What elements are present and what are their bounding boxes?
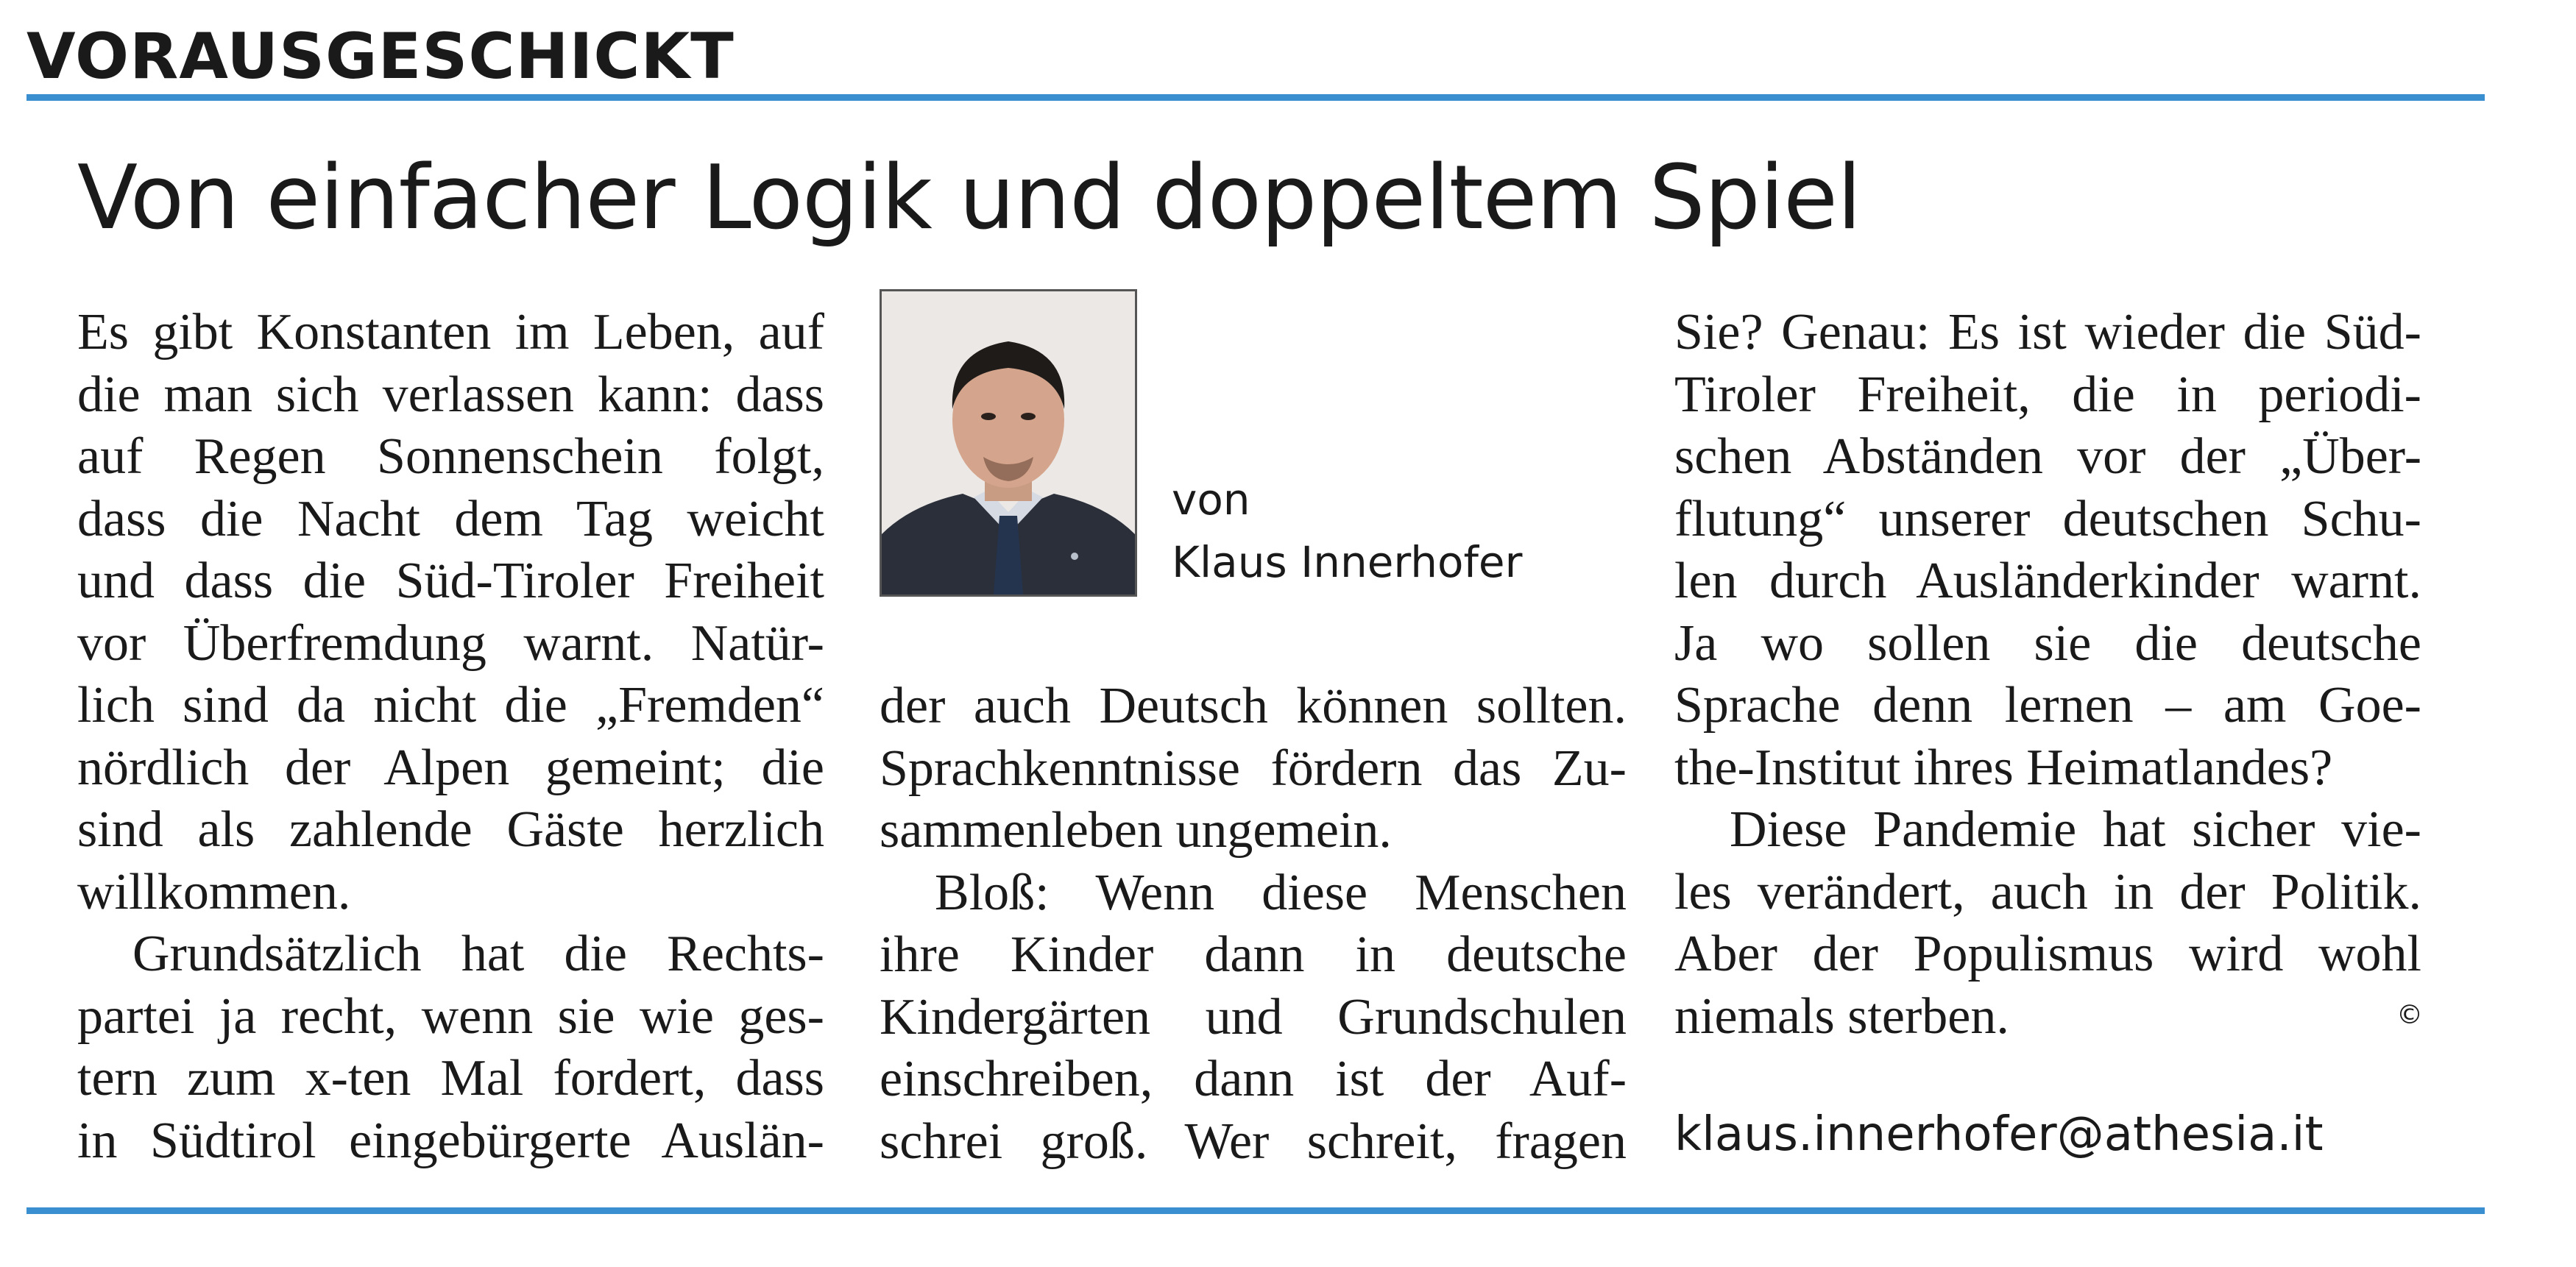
text-line: in Südtirol eingebürgerte Auslän- [77,1112,824,1169]
text-line: sammenleben ungemein. [880,802,1392,859]
byline-author: Klaus Innerhofer [1172,537,1523,587]
text-line: Ja wo sollen sie die deutsche [1674,614,2421,672]
text-line: Aber der Populismus wird wohl [1674,926,2421,982]
article-column-2 [880,675,1627,1173]
text-line: Bloß: Wenn diese Menschen [935,864,1627,921]
headline: Von einfacher Logik und doppeltem Spiel [77,147,1861,249]
text-line: willkommen. [77,863,351,920]
text-line: schrei groß. Wer schreit, fragen [880,1112,1627,1170]
text-line: Sie? Genau: Es ist wieder die Süd- [1674,304,2421,361]
text-line: Sprache denn lernen – am Goe- [1674,677,2421,734]
text-line: auf Regen Sonnenschein folgt, [77,428,824,485]
text-line: len durch Ausländerkinder warnt. [1674,553,2421,609]
text-line: nördlich der Alpen gemeint; die [77,739,824,796]
author-email-link[interactable]: klaus.innerhofer@athesia.it [1674,1107,2324,1162]
text-line: lich sind da nicht die „Fremden“ [77,677,824,734]
text-line: Kindergärten und Grundschulen [880,988,1627,1046]
author-photo [880,289,1137,597]
byline-prefix: von [1172,475,1250,525]
article-column-3 [1674,302,2421,1048]
copyright-icon: © [2396,1000,2423,1030]
top-rule [26,94,2485,101]
article-column-1 [77,302,824,1172]
text-line: partei ja recht, wenn sie wie ges- [77,987,824,1045]
text-line: vor Überfremdung warnt. Natür- [77,614,824,672]
author-portrait-image [882,291,1135,595]
text-line: niemals sterben. [1674,987,2009,1045]
text-line: the-Institut ihres Heimatlandes? [1674,739,2333,796]
text-line: Es gibt Konstanten im Leben, auf [77,304,824,361]
text-line: Sprachkenntnisse fördern das Zu- [880,739,1627,797]
text-line: der auch Deutsch können sollten. [880,678,1627,734]
text-line: die man sich verlassen kann: dass [77,366,824,423]
text-line: und dass die Süd-Tiroler Freiheit [77,553,824,609]
bottom-rule [26,1207,2485,1214]
text-line: Tiroler Freiheit, die in periodi- [1674,366,2421,423]
text-line: Diese Pandemie hat sicher vie- [1730,801,2421,858]
text-line: ihre Kinder dann in deutsche [880,926,1627,983]
text-line: les verändert, auch in der Politik. [1674,863,2421,920]
section-label: VORAUSGESCHICKT [26,20,735,93]
text-line: Grundsätzlich hat die Rechts- [132,926,824,982]
text-line: einschreiben, dann ist der Auf- [880,1051,1627,1107]
text-line: flutung“ unserer deutschen Schu- [1674,490,2421,547]
text-line: dass die Nacht dem Tag weicht [77,490,824,547]
text-line: schen Abständen vor der „Über- [1674,428,2421,485]
text-line: tern zum x-ten Mal fordert, dass [77,1050,824,1107]
text-line: sind als zahlende Gäste herzlich [77,801,824,858]
